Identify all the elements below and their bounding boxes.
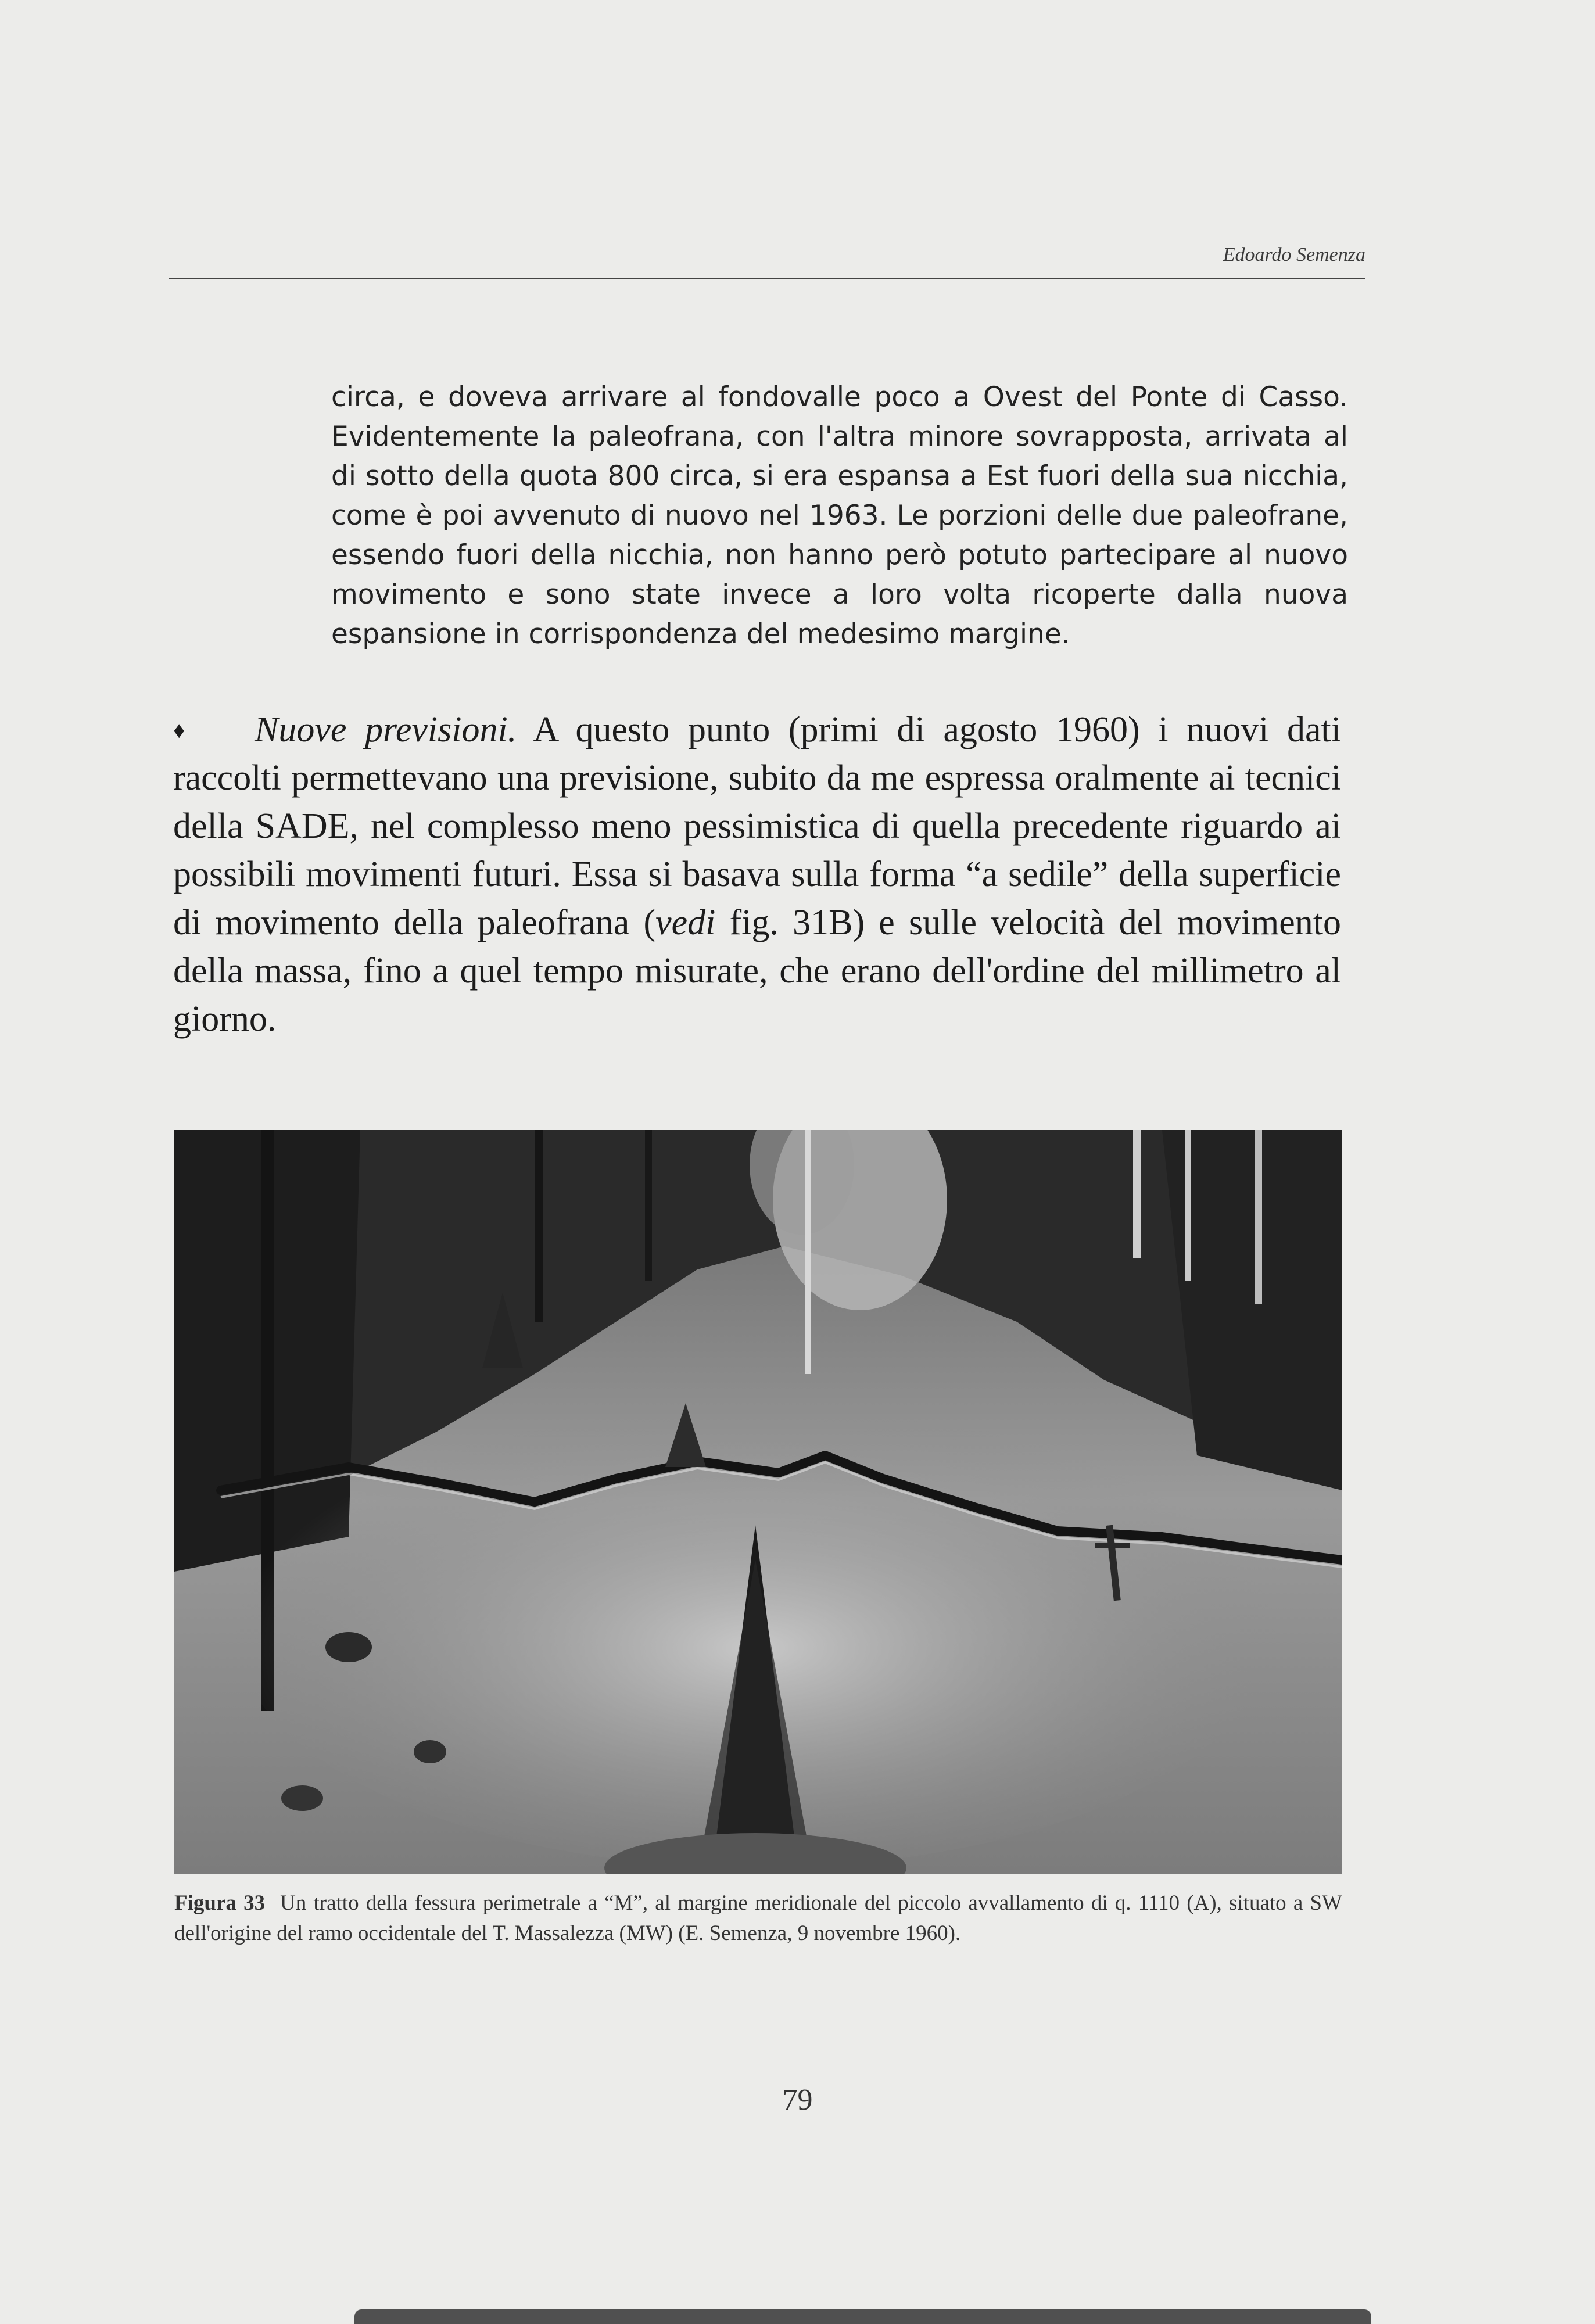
diamond-bullet-icon: ♦ [173, 717, 185, 743]
header-rule [169, 278, 1365, 279]
body-text-part-1: A questo punto (primi di agosto 1960) i nuovi dati raccolti permettevano una previsione, subito da me espressa oralmente ai tecnici della SADE, nel complesso meno pessimistica di quella precedente riguardo ai possibili movimenti futuri. Essa si basava sulla forma “a sedile” della superficie di movimento della paleofrana ( [173, 710, 1341, 942]
section-title: Nuove previsioni. [255, 710, 517, 749]
running-head: Edoardo Semenza [1223, 244, 1365, 266]
figure-reference-word: vedi [655, 903, 716, 942]
page-bottom-edge [354, 2309, 1371, 2324]
body-paragraph [173, 706, 1341, 1043]
page-number: 79 [782, 2083, 813, 2117]
quoted-passage-text: circa, e doveva arrivare al fondovalle poco a Ovest del Ponte di Casso. Evidentemente la paleofrana, con l'altra minore sovrapposta, arrivata al di sotto della quota 800 circa, si era espansa a Est fuori della sua nicchia, come è poi avvenuto di nuovo nel 1963. Le porzioni delle due paleofrane, essendo fuori della nicchia, non hanno però potuto partecipare al nuovo movimento e sono state invece a loro volta ricoperte dalla nuova espansione in corrispondenza del medesimo margine. [331, 381, 1348, 650]
figure-label: Figura 33 [174, 1891, 266, 1915]
quoted-passage [331, 378, 1348, 654]
page-header [169, 244, 1365, 285]
photo-landslide-fissure [174, 1130, 1342, 1874]
figure-photo [174, 1130, 1342, 1874]
body-text-part-2: fig. 31B) e sulle velocità del movimento della massa, fino a quel tempo misurate, che erano dell'ordine del millimetro al giorno. [173, 903, 1341, 1039]
body-paragraph-text [173, 706, 1341, 1043]
figure-caption [174, 1888, 1342, 1949]
figure-caption-text: Un tratto della fessura perimetrale a “M”, al margine meridionale del piccolo avvallamento di q. 1110 (A), situato a SW dell'origine del ramo occidentale del T. Massalezza (MW) (E. Semenza, 9 novembre 1960). [174, 1891, 1342, 1945]
